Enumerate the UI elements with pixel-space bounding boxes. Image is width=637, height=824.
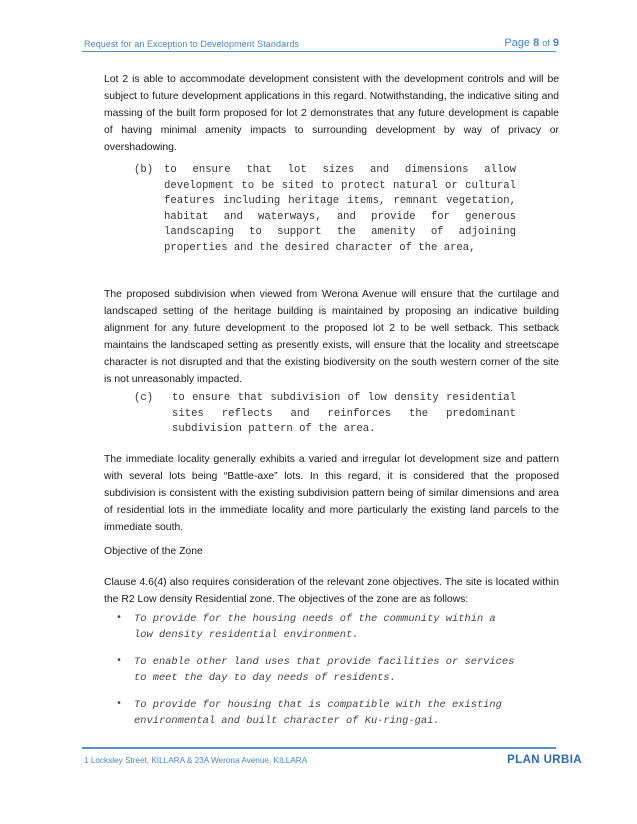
clause-c (134, 391, 516, 438)
list-item (116, 611, 516, 643)
header-divider (82, 51, 556, 52)
page-of: of (542, 38, 550, 48)
heading-zone-objective: Objective of the Zone (104, 546, 203, 557)
footer-address: 1 Locksley Street, KILLARA & 23A Werona Avenue, KILLARA (84, 756, 308, 765)
header-page-indicator (504, 37, 559, 49)
zone-objectives-list (116, 611, 516, 740)
bullet-icon: • (116, 656, 123, 667)
paragraph-werona: The proposed subdivision when viewed from Werona Avenue will ensure that the curtilage and landscaped setting of the heritage building is maintained by proposing an indicative building alignment for any future development to the proposed lot 2 to be well setback. This setback maintains the landscaped setting as presently exists, will ensure that the locality and streetscape character is not disrupted and that the existing biodiversity on the south western corner of the site is not unreasonably impacted. (104, 289, 559, 385)
header-document-title: Request for an Exception to Development Standards (84, 39, 300, 49)
clause-c-text: to ensure that subdivision of low density residential sites reflects and reinforces the predominant subdivision pattern of the area. (172, 392, 516, 435)
list-item (116, 697, 516, 729)
bullet-icon: • (116, 613, 123, 624)
clause-c-label: (c) (134, 392, 154, 404)
footer-divider (82, 747, 556, 749)
page-current: 8 (533, 37, 540, 49)
footer-brand-logo: PLAN URBIA (507, 754, 582, 766)
clause-b (134, 163, 516, 256)
bullet-icon: • (116, 699, 123, 710)
objective-text: To provide for the housing needs of the community within a low density residential environment. (134, 613, 496, 641)
paragraph-lot2: Lot 2 is able to accommodate development consistent with the development controls and will be subject to future development applications in this regard. Notwithstanding, the indicative siting and massing of the built form proposed for lot 2 demonstrates that any future development is capable of having minimal amenity impacts to surrounding development by way of privacy or overshadowing. (104, 74, 559, 153)
paragraph-clause-4-6: Clause 4.6(4) also requires consideration of the relevant zone objectives. The site is located within the R2 Low density Residential zone. The objectives of the zone are as follows: (104, 577, 559, 605)
page-total: 9 (552, 37, 559, 49)
page-label: Page (504, 37, 531, 49)
clause-b-label: (b) (134, 164, 154, 176)
paragraph-locality: The immediate locality generally exhibits a varied and irregular lot development size and pattern with several lots being “Battle-axe” lots. In this regard, it is considered that the proposed subdivision is consistent with the existing subdivision pattern being of similar dimensions and area of residential lots in the immediate locality and more particularly the existing land parcels to the immediate south. (104, 454, 559, 533)
objective-text: To enable other land uses that provide facilities or services to meet the day to day needs of residents. (134, 656, 515, 684)
clause-b-text: to ensure that lot sizes and dimensions allow development to be sited to protect natural or cultural features including heritage items, remnant vegetation, habitat and waterways, and provide for generous landscaping to support the amenity of adjoining properties and the desired character of the area, (164, 164, 516, 254)
objective-text: To provide for housing that is compatible with the existing environmental and built character of Ku-ring-gai. (134, 699, 502, 727)
list-item (116, 654, 516, 686)
